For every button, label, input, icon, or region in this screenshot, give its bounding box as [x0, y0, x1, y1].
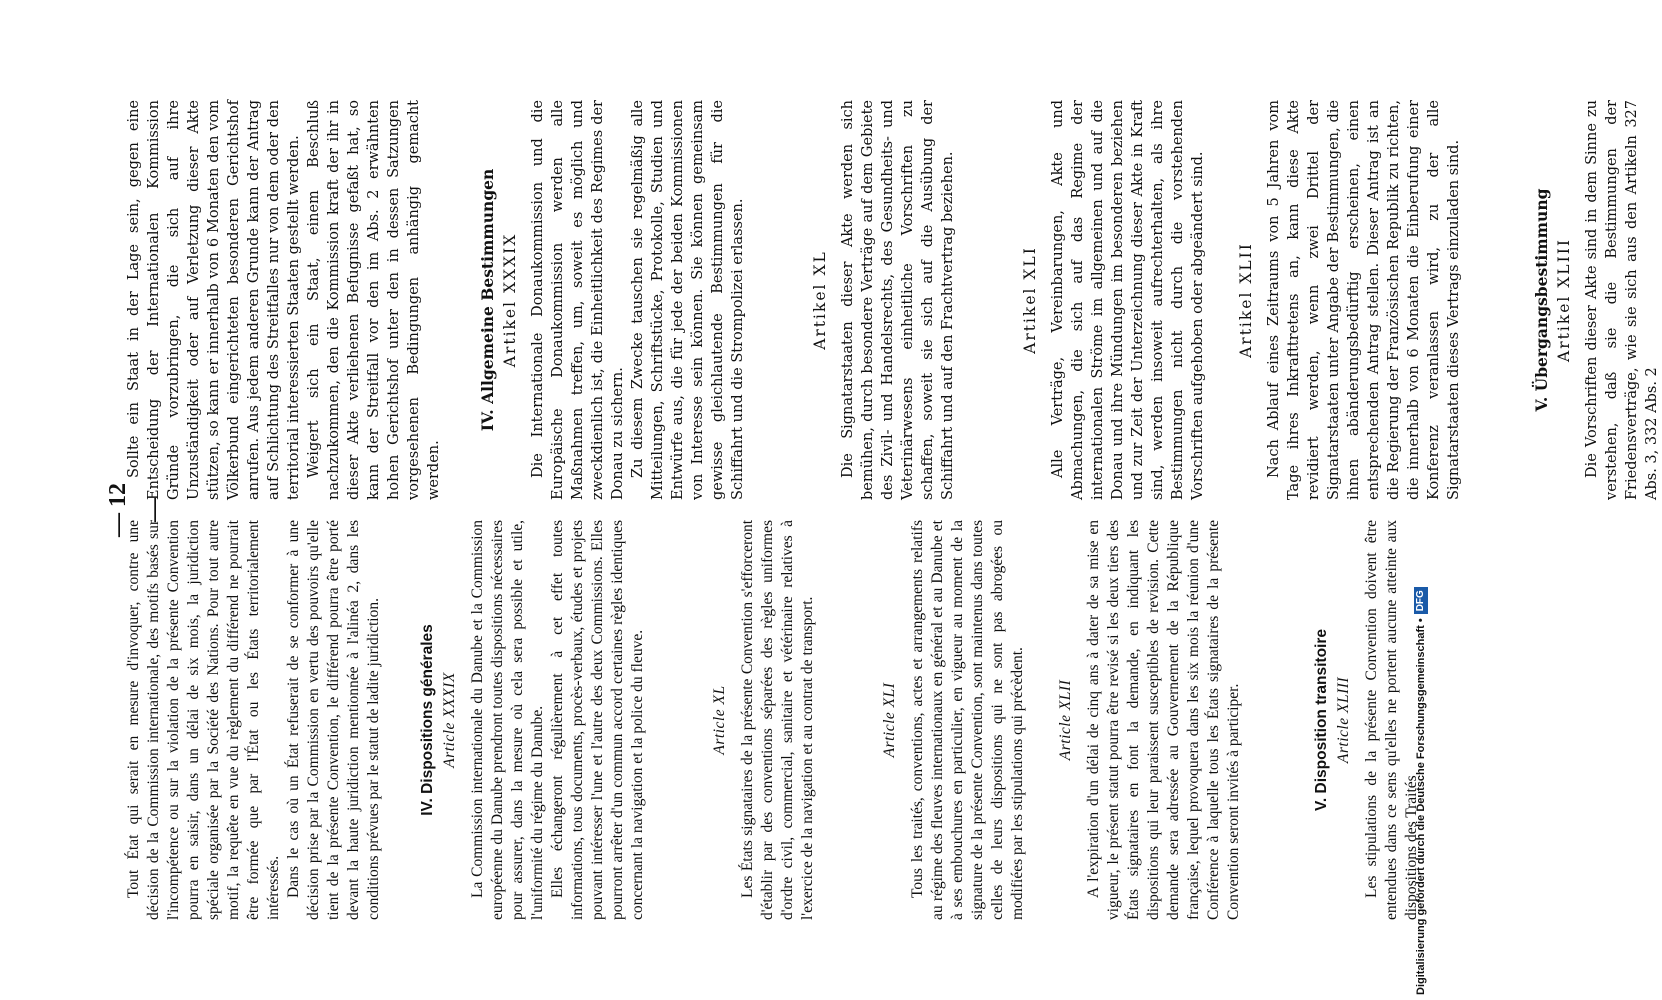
article-title: Article XLIII	[1335, 676, 1352, 764]
digitization-text: Digitalisierung gefördert durch die Deutsche Forschungsgemeinschaft •	[1415, 618, 1427, 995]
paragraph: Zu diesem Zwecke tauschen sie regelmäßig alle Mitteilungen, Schriftstücke, Protokolle, Studien und Entwürfe aus, die für jede der beiden Kommissionen von Interesse sein können. Sie können gemeinsam gewisse gleichlautende Bestimmungen für die Schiffahrt und die Strompolizei erlassen.	[630, 100, 746, 500]
article-title: Article XLII	[1057, 679, 1074, 761]
paragraph: Dans le cas où un État refuserait de se conformer à une décision prise par la Commission en vertu des pouvoirs qu'elle tient de la présente Convention, le différend pourra être porté devant la haute juridiction mentionnée à l'alinéa 2, dans les conditions prévues par le statut de ladite juridiction.	[285, 520, 382, 920]
article-title: Artikel XL	[811, 250, 829, 350]
paragraph: Les stipulations de la présente Convention doivent être entendues dans ce sens qu'elles ne portent aucune atteinte aux dispositions des Traités	[1363, 520, 1420, 920]
article-title: Artikel XLI	[1021, 246, 1039, 354]
section-heading: IV. Allgemeine Bestimmungen	[478, 168, 497, 432]
german-column	[100, 100, 1660, 500]
article-title: Artikel XXXIX	[501, 232, 519, 368]
paragraph: Les États signataires de la présente Convention s'efforceront d'établir par des conventions séparées des règles uniformes d'ordre civil, commercial, sanitaire et vétérinaire relatives à l'exercice de la navigation et au contrat de transport.	[739, 520, 816, 920]
paragraph: Nach Ablauf eines Zeitraums von 5 Jahren vom Tage ihres Inkrafttretens an, kann diese Akte revidiert werden, wenn zwei Drittel der Signatarstaaten unter Angabe der Bestimmungen, die ihnen abänderungsbedürftig erscheinen, einen entsprechenden Antrag stellen. Dieser Antrag ist an die Regierung der Französischen Republik zu richten, die innerhalb von 6 Monaten die Einberufung einer Konferenz veranlassen wird, zu der alle Signatarstaaten dieses Vertrags einzuladen sind.	[1266, 100, 1462, 500]
paragraph: Weigert sich ein Staat, einem Beschluß nachzukommen, den die Kommission kraft der ihr in dieser Akte verliehenen Befugnisse gefaßt hat, so kann der Streitfall vor den im Abs. 2 erwähnten hohen Gerichtshof unter den in dessen Satzungen vorgesehenen Bedingungen anhängig gemacht werden.	[306, 100, 442, 500]
section-heading: IV. Dispositions générales	[419, 624, 436, 816]
french-column	[100, 520, 1420, 920]
article-title: Artikel XLIII	[1555, 238, 1573, 362]
paragraph: Tous les traités, conventions, actes et arrangements relatifs au régime des fleuves internationaux en général et au Danube et à ses embouchures en particulier, en vigueur au moment de la signature de la présente Convention, sont maintenus dans toutes celles de leurs dispositions qui ne sont pas abrogées ou modifiées par les stipulations qui précèdent.	[909, 520, 1026, 920]
section-heading: V. Disposition transitoire	[1313, 628, 1330, 812]
article-title: Artikel XLII	[1237, 242, 1255, 358]
paragraph: Alle Verträge, Vereinbarungen, Akte und Abmachungen, die sich auf das Regime der internationalen Ströme im allgemeinen und auf die Donau und ihre Mündungen im besonderen beziehen und zur Zeit der Unterzeichnung dieser Akte in Kraft sind, werden insoweit aufrechterhalten, als ihre Bestimmungen nicht durch die vorstehenden Vorschriften aufgehoben oder abgeändert sind.	[1050, 100, 1206, 500]
digitization-notice	[1410, 5, 1432, 995]
article-title: Article XXXIX	[441, 672, 458, 768]
article-title: Article XL	[711, 685, 728, 755]
paragraph: La Commission internationale du Danube et la Commission européenne du Danube prendront toutes dispositions nécessaires pour assurer, dans la mesure où cela sera possible et utile, l'uniformité du régime du Danube.	[469, 520, 546, 920]
page-number: — 12 —	[105, 483, 167, 537]
paragraph: Sollte ein Staat in der Lage sein, gegen eine Entscheidung der Internationalen Kommission Gründe vorzubringen, die sich auf ihre Unzuständigkeit oder auf Verletzung dieser Akte stützen, so kann er innerhalb von 6 Monaten den vom Völkerbund eingerichteten besonderen Gerichtshof anrufen. Aus jedem anderen Grunde kann der Antrag auf Schlichtung des Streitfalles nur von dem oder den territorial interessierten Staaten gestellt werden.	[126, 100, 302, 500]
paragraph: Die Vorschriften dieser Akte sind in dem Sinne zu verstehen, daß sie die Bestimmungen der Friedensverträge, wie sie sich aus den Artikeln 327 Abs. 3, 332 Abs. 2	[1584, 100, 1660, 500]
paragraph: Die Internationale Donaukommission und die Europäische Donaukommission werden alle Maßnahmen treffen, um, soweit es möglich und zweckdienlich ist, die Einheitlichkeit des Regimes der Donau zu sichern.	[530, 100, 626, 500]
paragraph: Tout État qui serait en mesure d'invoquer, contre une décision de la Commission internationale, des motifs basés sur l'incompétence ou sur la violation de la présente Convention pourra en saisir, dans un délai de six mois, la juridiction spéciale organisée par la Société des Nations. Pour tout autre motif, la requête en vue du règlement du différend ne pourrait être formée que par l'État ou les États territorialement intéressés.	[125, 520, 282, 920]
paragraph: Die Signatarstaaten dieser Akte werden sich bemühen, durch besondere Verträge auf dem Gebiete des Zivil- und Handelsrechts, des Gesundheits- und Veterinärwesens einheitliche Vorschriften zu schaffen, soweit sie sich auf die Ausübung der Schiffahrt und auf den Frachtvertrag beziehen.	[840, 100, 956, 500]
paragraph: Elles échangeront régulièrement à cet effet toutes informations, tous documents, procès-verbaux, études et projets pouvant intéresser l'une et l'autre des deux Commissions. Elles pourront arrêter d'un commun accord certaines règles identiques concernant la navigation et la police du fleuve.	[549, 520, 646, 920]
section-heading: V. Übergangsbestimmung	[1532, 188, 1551, 412]
article-title: Article XLI	[881, 682, 898, 758]
dfg-logo: DFG	[1414, 587, 1428, 614]
paragraph: A l'expiration d'un délai de cinq ans à dater de sa mise en vigueur, le présent statut pourra être revisé si les deux tiers des États signataires en font la demande, en indiquant les dispositions qui leur paraissent susceptibles de revision. Cette demande sera adressée au Gouvernement de la République française, lequel provoquera dans les six mois la réunion d'une Conférence à laquelle tous les États signataires de la présente Convention seront invités à participer.	[1085, 520, 1242, 920]
